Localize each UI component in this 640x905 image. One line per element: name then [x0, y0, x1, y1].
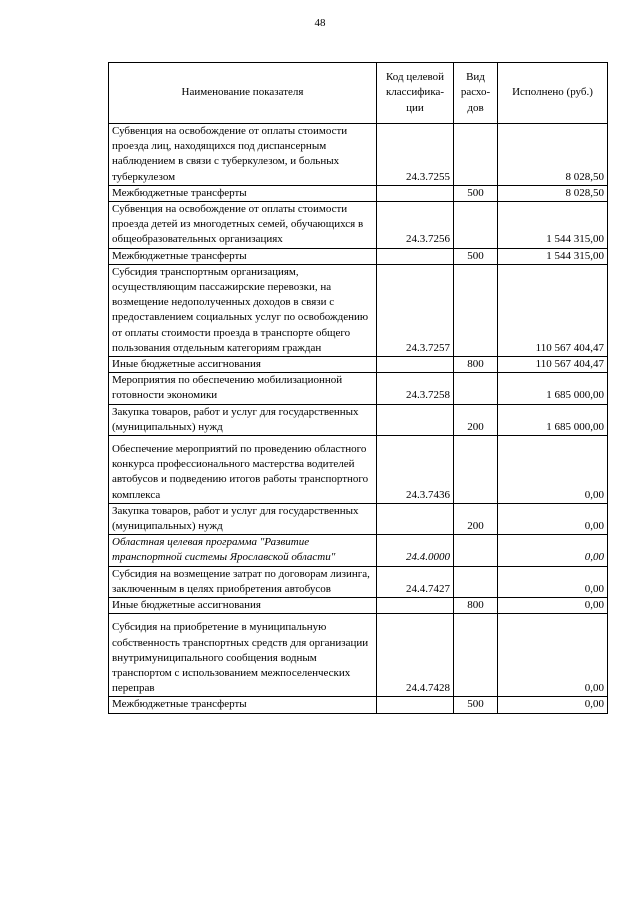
row-name: Субсидия на приобретение в муниципальную собственность транспортных средств для организации внутримуниципального сообщения водным транспортом с использованием межпоселенческих переправ — [109, 614, 377, 697]
row-code — [377, 185, 454, 201]
row-amount: 1 685 000,00 — [498, 404, 608, 435]
row-amount: 0,00 — [498, 566, 608, 597]
table-row — [109, 404, 608, 435]
table-row — [109, 697, 608, 713]
row-type: 200 — [454, 503, 498, 534]
row-amount: 0,00 — [498, 598, 608, 614]
row-type — [454, 264, 498, 356]
row-amount: 0,00 — [498, 503, 608, 534]
table-row-program — [109, 535, 608, 566]
row-amount: 110 567 404,47 — [498, 357, 608, 373]
row-type — [454, 202, 498, 249]
row-code — [377, 357, 454, 373]
table-row — [109, 566, 608, 597]
table-row — [109, 357, 608, 373]
row-amount: 8 028,50 — [498, 124, 608, 186]
row-name: Иные бюджетные ассигнования — [109, 598, 377, 614]
table-row — [109, 202, 608, 249]
row-amount: 8 028,50 — [498, 185, 608, 201]
row-name: Иные бюджетные ассигнования — [109, 357, 377, 373]
table-header-row — [109, 63, 608, 124]
row-amount: 1 685 000,00 — [498, 373, 608, 404]
table-row — [109, 124, 608, 186]
row-code: 24.3.7258 — [377, 373, 454, 404]
row-code — [377, 248, 454, 264]
row-type — [454, 535, 498, 566]
table-row — [109, 185, 608, 201]
row-code: 24.4.7428 — [377, 614, 454, 697]
row-type — [454, 124, 498, 186]
page-number: 48 — [314, 17, 326, 29]
row-type: 500 — [454, 248, 498, 264]
table-row — [109, 598, 608, 614]
row-amount: 0,00 — [498, 436, 608, 504]
row-name: Закупка товаров, работ и услуг для государственных (муниципальных) нужд — [109, 404, 377, 435]
row-amount: 0,00 — [498, 614, 608, 697]
row-code: 24.4.7427 — [377, 566, 454, 597]
row-code: 24.3.7257 — [377, 264, 454, 356]
row-code: 24.3.7436 — [377, 436, 454, 504]
row-name: Обеспечение мероприятий по проведению областного конкурса профессионального мастерства водителей автобусов и подведению итогов работы транспортного комплекса — [109, 436, 377, 504]
row-type — [454, 373, 498, 404]
row-code: 24.3.7256 — [377, 202, 454, 249]
header-amount: Исполнено (руб.) — [498, 63, 608, 124]
row-type: 200 — [454, 404, 498, 435]
row-amount: 110 567 404,47 — [498, 264, 608, 356]
row-type — [454, 614, 498, 697]
header-code: Код целевой классифика-ции — [377, 63, 454, 124]
row-code — [377, 503, 454, 534]
row-name: Межбюджетные трансферты — [109, 248, 377, 264]
row-code: 24.3.7255 — [377, 124, 454, 186]
table-row — [109, 436, 608, 504]
row-type: 500 — [454, 185, 498, 201]
row-amount: 0,00 — [498, 697, 608, 713]
row-code — [377, 697, 454, 713]
row-name: Областная целевая программа "Развитие транспортной системы Ярославской области" — [109, 535, 377, 566]
row-name: Межбюджетные трансферты — [109, 697, 377, 713]
row-name: Закупка товаров, работ и услуг для государственных (муниципальных) нужд — [109, 503, 377, 534]
row-amount: 1 544 315,00 — [498, 202, 608, 249]
header-type: Вид расхо-дов — [454, 63, 498, 124]
row-type: 800 — [454, 357, 498, 373]
row-name: Субсидия на возмещение затрат по договорам лизинга, заключенным в целях приобретения автобусов — [109, 566, 377, 597]
row-name: Субсидия транспортным организациям, осуществляющим пассажирские перевозки, на возмещение недополученных доходов в связи с предоставлением социальных услуг по освобождению от оплаты стоимости проезда в транспорте общего пользования отдельным категориям граждан — [109, 264, 377, 356]
row-name: Мероприятия по обеспечению мобилизационной готовности экономики — [109, 373, 377, 404]
row-name: Субвенция на освобождение от оплаты стоимости проезда лиц, находящихся под диспансерным наблюдением в связи с туберкулезом, и больных туберкулезом — [109, 124, 377, 186]
table-row — [109, 373, 608, 404]
row-code — [377, 404, 454, 435]
row-code — [377, 598, 454, 614]
row-code: 24.4.0000 — [377, 535, 454, 566]
header-name: Наименование показателя — [109, 63, 377, 124]
row-type — [454, 436, 498, 504]
row-name: Субвенция на освобождение от оплаты стоимости проезда детей из многодетных семей, обучающихся в общеобразовательных организациях — [109, 202, 377, 249]
table-row — [109, 264, 608, 356]
expenditure-table — [108, 62, 608, 714]
table-row — [109, 503, 608, 534]
table-row — [109, 614, 608, 697]
row-type: 500 — [454, 697, 498, 713]
row-name: Межбюджетные трансферты — [109, 185, 377, 201]
row-type: 800 — [454, 598, 498, 614]
row-type — [454, 566, 498, 597]
table-row — [109, 248, 608, 264]
row-amount: 0,00 — [498, 535, 608, 566]
row-amount: 1 544 315,00 — [498, 248, 608, 264]
